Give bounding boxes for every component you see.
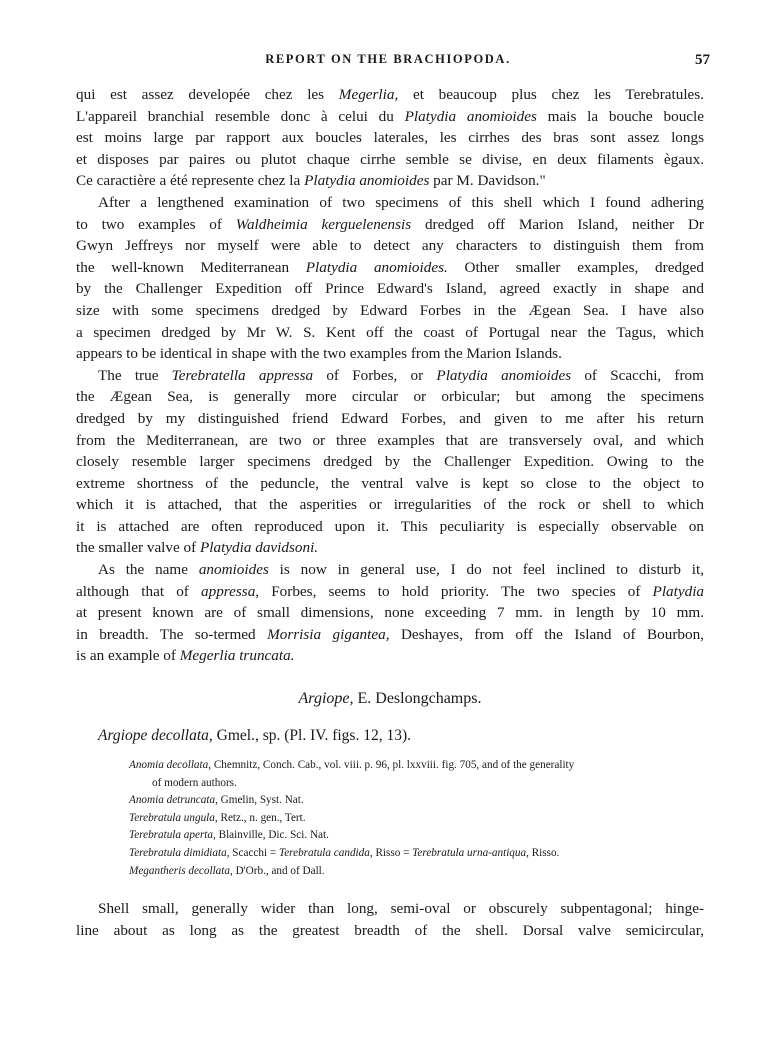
text-line: a specimen dredged by Mr W. S. Kent off the coast of Portugal near the Tagus, which xyxy=(76,323,704,341)
text-line: which it is attached, that the asperities or irregularities of the rock or shell to which xyxy=(76,496,704,514)
text-line: line about as long as the greatest breadth of the shell. Dorsal valve semicircular, xyxy=(76,921,704,939)
text-line: from the Mediterranean, are two or three examples that are transversely oval, and which xyxy=(76,431,704,449)
synonym-entry: Anomia detruncata, Gmelin, Syst. Nat. xyxy=(129,794,304,807)
text-line: it is attached are often reproduced upon it. This peculiarity is especially observable on xyxy=(76,517,704,535)
synonym-entry: Megantheris decollata, D'Orb., and of Dall. xyxy=(129,864,325,877)
text-line: appears to be identical in shape with the two examples from the Marion Islands. xyxy=(76,345,562,363)
text-line: at present known are of small dimensions, none exceeding 7 mm. in length by 10 mm. xyxy=(76,604,704,622)
paragraph-description xyxy=(76,898,704,941)
synonymy-list xyxy=(76,757,704,880)
text-line: After a lengthened examination of two specimens of this shell which I found adhering xyxy=(98,193,704,211)
synonym-entry: Terebratula aperta, Blainville, Dic. Sci. Nat. xyxy=(129,829,329,842)
text-line: the well-known Mediterranean Platydia anomioides. Other smaller examples, dredged xyxy=(76,258,704,276)
text-line: closely resemble larger specimens dredged by the Challenger Expedition. Owing to the xyxy=(76,453,704,471)
text-line: Ce caractière a été represente chez la Platydia anomioides par M. Davidson." xyxy=(76,172,546,190)
text-line: L'appareil branchial resemble donc à celui du Platydia anomioides mais la bouche boucle xyxy=(76,107,704,125)
text-line: As the name anomioides is now in general use, I do not feel inclined to disturb it, xyxy=(98,561,704,579)
text-line: by the Challenger Expedition off Prince Edward's Island, agreed exactly in shape and xyxy=(76,280,704,298)
paragraph-name-anomioides xyxy=(76,559,704,667)
text-line: est moins large par rapport aux boucles laterales, les cirrhes des bras sont assez longs xyxy=(76,129,704,147)
text-line: is an example of Megerlia truncata. xyxy=(76,647,295,665)
page-header xyxy=(0,52,776,74)
paragraph-true-terebratella xyxy=(76,365,704,559)
page-body xyxy=(76,84,704,941)
synonym-entry: Terebratula ungula, Retz., n. gen., Tert. xyxy=(129,811,306,824)
paragraph-quote-continuation xyxy=(76,84,704,192)
page-number: 57 xyxy=(695,52,710,68)
text-line: The true Terebratella appressa of Forbes, or Platydia anomioides of Scacchi, from xyxy=(98,366,704,384)
text-line: to two examples of Waldheimia kerguelenensis dredged off Marion Island, neither Dr xyxy=(76,215,704,233)
text-line: dredged by my distinguished friend Edward Forbes, and given to me after his return xyxy=(76,409,704,427)
text-line: Shell small, generally wider than long, semi-oval or obscurely subpentagonal; hinge- xyxy=(98,900,704,918)
paragraph-examination xyxy=(76,192,704,365)
genus-heading: Argiope, E. Deslongchamps. xyxy=(298,690,482,708)
synonym-entry: Anomia decollata, Chemnitz, Conch. Cab., vol. viii. p. 96, pl. lxxviii. fig. 705, and of the generality xyxy=(129,759,575,772)
running-head: REPORT ON THE BRACHIOPODA. xyxy=(265,52,511,66)
synonym-entry-continuation: of modern authors. xyxy=(152,776,237,789)
text-line: extreme shortness of the peduncle, the ventral valve is kept so close to the object to xyxy=(76,474,704,492)
text-line: in breadth. The so-termed Morrisia gigantea, Deshayes, from off the Island of Bourbon, xyxy=(76,625,704,643)
text-line: qui est assez developée chez les Megerlia, et beaucoup plus chez les Terebratules. xyxy=(76,86,704,103)
text-line: Gwyn Jeffreys nor myself were able to detect any characters to distinguish them from xyxy=(76,237,704,255)
text-line: although that of appressa, Forbes, seems to hold priority. The two species of Platydia xyxy=(76,582,705,600)
text-line: the Ægean Sea, is generally more circular or orbicular; but among the specimens xyxy=(76,388,704,406)
text-line: size with some specimens dredged by Edward Forbes in the Ægean Sea. I have also xyxy=(76,301,704,319)
species-heading: Argiope decollata, Gmel., sp. (Pl. IV. figs. 12, 13). xyxy=(98,727,411,745)
synonym-entry: Terebratula dimidiata, Scacchi = Terebratula candida, Risso = Terebratula urna-antiqua, Risso. xyxy=(129,847,560,859)
text-line: the smaller valve of Platydia davidsoni. xyxy=(76,539,319,557)
text-line: et disposes par paires ou plutot chaque cirrhe semble se divise, en deux filaments ègaux. xyxy=(76,150,704,168)
